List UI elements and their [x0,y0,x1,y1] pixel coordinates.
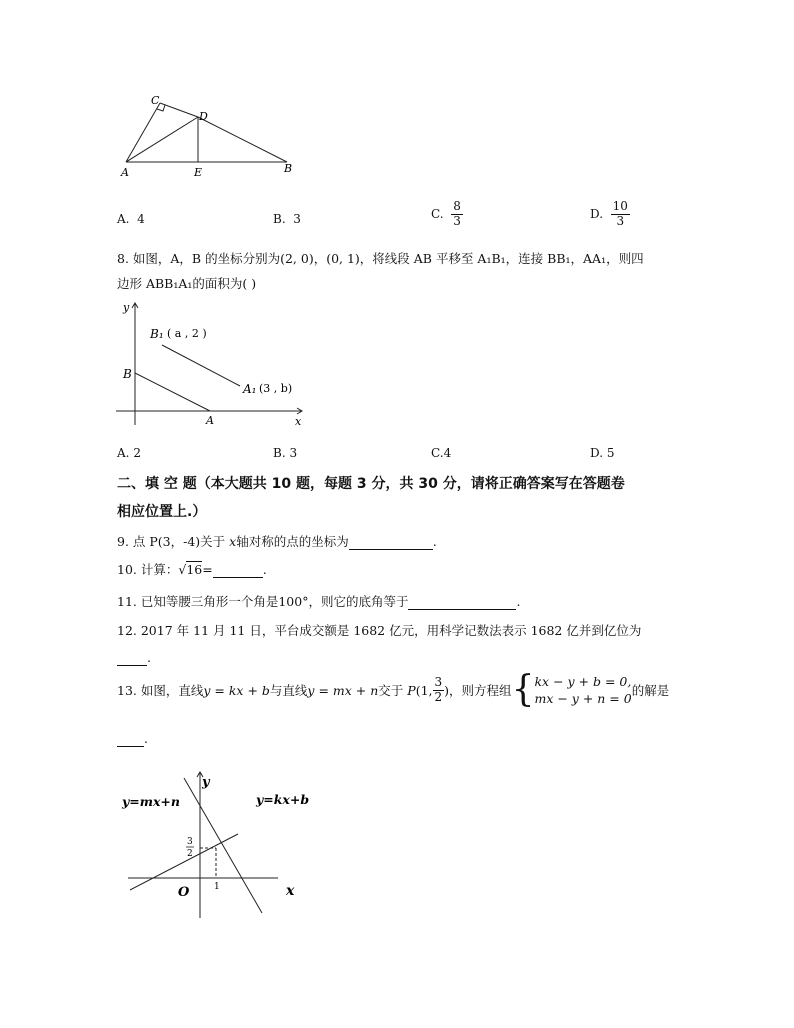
line-y-kx-b [130,834,238,890]
option-value: 4 [443,446,452,460]
fraction-numerator: 8 [453,199,461,213]
q13-answer-line [117,731,148,747]
tick-fraction-numerator: 3 [187,837,193,847]
option-value: 3 [293,212,301,226]
option-value: 3 [289,446,298,460]
option-letter: B. [273,446,286,460]
q10-end: . [262,562,267,577]
label-a1-coord: (3 , b) [259,382,293,395]
answer-blank[interactable] [349,534,433,550]
line-y-mx-n [184,778,262,913]
section-heading-line1: 二、填 空 题（本大题共 10 题，每题 3 分，共 30 分，请将正确答案写在答题卷 [117,476,625,492]
option-value: 5 [606,446,615,460]
q7-option-b [273,212,301,226]
q10 [117,562,267,578]
option-fraction [611,200,630,229]
fraction-numerator: 3 [434,674,443,689]
q8-option-b [273,446,297,460]
label-b: B [123,367,132,381]
option-letter: A. [117,212,130,226]
y-axis-label: y [123,301,130,314]
q13-suffix: 的解是 [631,682,670,698]
option-value: 2 [133,446,141,460]
fraction-denominator: 2 [434,689,443,704]
q13-point-name: P [407,682,416,698]
segment-ab [135,373,210,411]
origin-label: O [178,885,190,900]
option-letter: D. [590,446,604,460]
q13-line2-equation: y = mx + n [307,682,379,698]
label-a: A [121,166,129,179]
tick-fraction-denominator: 2 [187,849,193,859]
sqrt-sign-icon: √ [178,562,187,577]
q13-end: . [144,731,148,746]
segment-cd [160,103,198,117]
q7-option-c [431,200,463,229]
answer-blank[interactable] [117,650,147,666]
answer-blank[interactable] [117,731,144,747]
q12-line1: 12. 2017 年 11 月 11 日，平台成交额是 1682 亿元，用科学记数法表示 1682 亿并到亿位为 [117,623,642,638]
segment-ad [126,117,198,162]
q13-point-open: (1, [415,682,433,698]
q8-option-c [431,446,451,460]
q8-figure [110,295,310,430]
q13 [117,669,670,710]
brace-icon: { [511,669,535,710]
option-letter: B. [273,212,286,226]
q11 [117,594,520,610]
option-letter: D. [590,207,604,222]
label-d: D [199,110,208,123]
label-e: E [194,166,203,179]
q9-suffix: 轴对称的点的坐标为 [236,534,349,549]
q13-mid3: ，则方程组 [449,682,512,698]
q11-text: 11. 已知等腰三角形一个角是100°，则它的底角等于 [117,594,409,609]
q10-radicand: 16 [186,562,203,577]
q8-option-d [590,446,614,460]
q7-figure [110,88,310,180]
q13-line1-equation: y = kx + b [203,682,270,698]
answer-blank[interactable] [408,594,516,610]
segment-db [198,117,287,162]
option-letter: A. [117,446,130,460]
label-y-kx-b: y=kx+b [256,792,310,807]
segment-a1b1 [162,345,240,386]
label-a1: A₁ [243,382,257,396]
option-fraction [451,200,463,229]
label-b1: B₁ [150,327,164,341]
section-heading-line2: 相应位置上.） [117,504,207,520]
label-b1-coord: ( a , 2 ) [167,327,207,340]
q9 [117,534,437,550]
fraction-denominator: 3 [616,213,625,228]
q7-option-d [590,200,630,229]
q13-point-close: ) [444,682,450,698]
option-value: 4 [137,212,145,226]
fraction-denominator: 3 [453,213,461,228]
q7-option-a [117,212,145,226]
q12-end: . [147,650,151,665]
q13-figure [118,768,318,920]
segment-ac [126,103,160,162]
q13-prefix: 13. 如图，直线 [117,682,204,698]
option-letter: C. [431,207,444,222]
q12-line2 [117,650,151,666]
q13-mid2: 交于 [378,682,404,698]
q10-equals: = [202,562,213,577]
y-axis-label: y [202,775,210,790]
x-axis-label: x [286,883,295,899]
q9-prefix: 9. 点 P(3，-4)关于 [117,534,230,549]
q8-text-line2: 边形 ABB₁A₁的面积为( ) [117,276,257,291]
fraction-numerator: 10 [612,199,628,213]
label-y-mx-n: y=mx+n [122,794,180,809]
answer-blank[interactable] [213,562,263,578]
q10-prefix: 10. 计算： [117,562,179,577]
q9-end: . [432,534,437,549]
q13-system-eq1: kx − y + b = 0, [534,673,632,689]
option-letter: C. [431,446,444,460]
label-a: A [206,414,214,427]
q9-variable: x [229,534,237,549]
q13-system-eq2: mx − y + n = 0 [534,691,632,706]
label-c: C [151,94,160,107]
q8-option-a [117,446,141,460]
q13-mid: 与直线 [269,682,308,698]
x-axis-label: x [295,415,302,428]
q13-point-fraction [433,676,445,705]
q8-text-line1: 8. 如图，A，B 的坐标分别为(2, 0)，(0, 1)，将线段 AB 平移至 A₁B₁，连接 BB₁，AA₁，则四 [117,251,644,266]
label-b: B [284,162,293,175]
q11-end: . [516,594,521,609]
tick-x-one: 1 [214,882,220,892]
q13-system [534,673,631,708]
